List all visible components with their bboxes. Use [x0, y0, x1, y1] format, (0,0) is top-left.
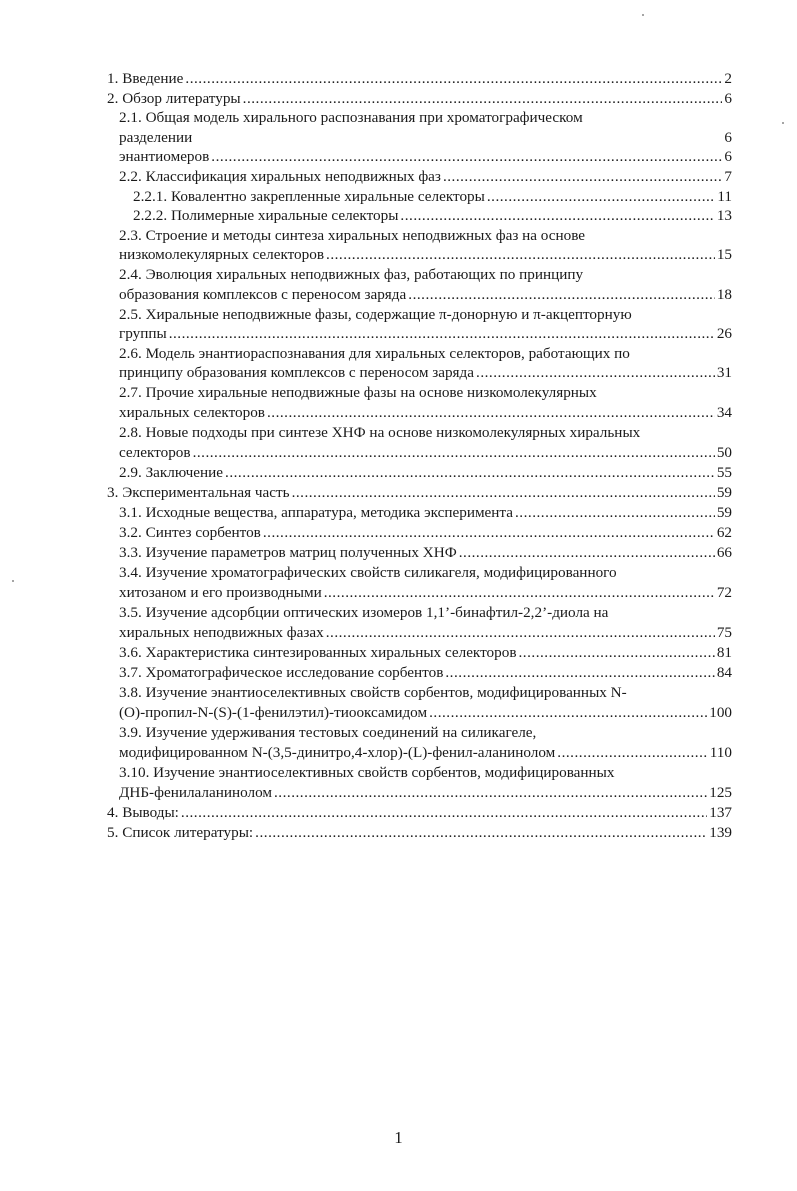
toc-entry-page: 81 [716, 644, 732, 661]
toc-entry [119, 543, 732, 563]
toc-entry-page: 34 [716, 404, 732, 421]
toc-entry-title: 1. Введение [107, 70, 184, 87]
toc-entry [107, 69, 732, 89]
toc-entry-page: 137 [709, 804, 732, 821]
toc-entry-title: 3.9. Изучение удерживания тестовых соединений на силикагеле, [119, 724, 537, 741]
toc-leader-dots [459, 543, 715, 563]
toc-entry [107, 823, 732, 843]
toc-entry-title: селекторов [119, 444, 191, 461]
toc-entry-page: 66 [716, 544, 732, 561]
toc-leader-dots [292, 483, 715, 503]
toc-entry-title: хиральных селекторов [119, 404, 265, 421]
toc-entry-page: 55 [716, 464, 732, 481]
toc-entry [133, 187, 732, 207]
toc-leader-dots [408, 285, 715, 305]
toc-entry-title: низкомолекулярных селекторов [119, 246, 325, 263]
toc-entry-title: образования комплексов с переносом заряда [119, 286, 407, 303]
toc-leader-dots [515, 503, 715, 523]
toc-leader-dots [211, 147, 722, 167]
toc-entry [107, 803, 732, 823]
toc-leader-dots [519, 643, 715, 663]
toc-leader-dots [169, 324, 715, 344]
toc-entry [119, 403, 732, 423]
toc-entry-page: 50 [716, 444, 732, 461]
toc-leader-dots [476, 363, 715, 383]
toc-leader-dots [324, 583, 715, 603]
toc-leader-dots [326, 245, 715, 265]
toc-entry-page: 75 [716, 624, 732, 641]
toc-entry [119, 363, 732, 383]
page-number: 1 [394, 1128, 403, 1147]
toc-entry [107, 483, 732, 503]
toc-entry-title: 2.2.1. Ковалентно закрепленные хиральные селекторы [133, 188, 485, 205]
toc-leader-dots [225, 463, 715, 483]
toc-entry [133, 206, 732, 226]
toc-entry-title: 2.5. Хиральные неподвижные фазы, содержащие π-донорную и π-акцепторную [119, 306, 632, 323]
toc-entry-page: 72 [716, 584, 732, 601]
toc-leader-dots [193, 443, 715, 463]
toc-entry [119, 285, 732, 305]
toc-leader-dots [267, 403, 715, 423]
toc-entry-page: 62 [716, 524, 732, 541]
toc-leader-dots [243, 89, 723, 109]
toc-entry [119, 245, 732, 265]
toc-entry [119, 324, 732, 344]
toc-entry-title: (О)-пропил-N-(S)-(1-фенилэтил)-тиооксамидом [119, 704, 428, 721]
toc-entry-title: 3.1. Исходные вещества, аппаратура, методика эксперимента [119, 504, 513, 521]
toc-entry-title: 4. Выводы: [107, 804, 179, 821]
toc-entry [119, 583, 732, 603]
toc-entry-title: принципу образования комплексов с переносом заряда [119, 364, 475, 381]
toc-entry [119, 703, 732, 723]
toc-leader-dots [445, 663, 714, 683]
toc-leader-dots [255, 823, 707, 843]
toc-entry [119, 128, 732, 148]
toc-entry-title: энантиомеров [119, 148, 210, 165]
toc-entry-page: 7 [724, 168, 732, 185]
toc-entry [119, 167, 732, 187]
scan-speck [642, 14, 644, 16]
toc-entry-title: 3.2. Синтез сорбентов [119, 524, 261, 541]
toc-entry-page: 6 [724, 129, 732, 146]
toc-leader-dots [326, 623, 715, 643]
toc-entry-page: 18 [716, 286, 732, 303]
toc-entry-title: 3. Экспериментальная часть [107, 484, 290, 501]
toc-entry-title: 2.9. Заключение [119, 464, 224, 481]
toc-entry-title: 3.7. Хроматографическое исследование сорбентов [119, 664, 444, 681]
toc-entry-page: 11 [717, 188, 732, 205]
toc-entry-title: разделении [119, 129, 193, 146]
toc-entry-page: 59 [716, 484, 732, 501]
toc-entry-page: 59 [716, 504, 732, 521]
toc-entry-title: 2. Обзор литературы [107, 90, 241, 107]
toc-leader-dots [443, 167, 722, 187]
toc-entry-title: 3.4. Изучение хроматографических свойств силикагеля, модифицированного [119, 564, 617, 581]
toc-entry-title: 3.5. Изучение адсорбции оптических изомеров 1,1’-бинафтил-2,2’-диола на [119, 604, 609, 621]
toc-leader-dots [274, 783, 707, 803]
toc-entry-title: 2.4. Эволюция хиральных неподвижных фаз, работающих по принципу [119, 266, 584, 283]
toc-entry-page: 84 [716, 664, 732, 681]
toc-entry-title: группы [119, 325, 167, 342]
toc-leader-dots [400, 206, 714, 226]
toc-leader-dots [263, 523, 715, 543]
toc-leader-dots [429, 703, 707, 723]
toc-entry-title: 2.8. Новые подходы при синтезе ХНФ на основе низкомолекулярных хиральных [119, 424, 641, 441]
toc-entry [119, 443, 732, 463]
scan-speck [782, 122, 784, 124]
toc-entry [107, 89, 732, 109]
toc-entry [119, 663, 732, 683]
toc-entry-title: 3.8. Изучение энантиоселективных свойств сорбентов, модифицированных N- [119, 684, 627, 701]
scan-speck [12, 580, 14, 582]
toc-entry-page: 13 [716, 207, 732, 224]
toc-entry [119, 147, 732, 167]
toc-entry [119, 643, 732, 663]
toc-entry-page: 2 [724, 70, 732, 87]
toc-entry-title: 2.2.2. Полимерные хиральные селекторы [133, 207, 399, 224]
toc-entry-title: 2.3. Строение и методы синтеза хиральных неподвижных фаз на основе [119, 227, 586, 244]
toc-entry [119, 503, 732, 523]
toc-entry-title: хитозаном и его производными [119, 584, 322, 601]
toc-entry [119, 623, 732, 643]
toc-leader-dots [557, 743, 708, 763]
toc-entry-title: 2.1. Общая модель хирального распознавания при хроматографическом [119, 109, 583, 126]
toc-entry [119, 523, 732, 543]
toc-entry-page: 125 [709, 784, 732, 801]
toc-entry-page: 110 [709, 744, 732, 761]
toc-entry-title: 2.2. Классификация хиральных неподвижных фаз [119, 168, 441, 185]
toc-leader-dots [487, 187, 716, 207]
toc-entry-title: 2.6. Модель энантиораспознавания для хиральных селекторов, работающих по [119, 345, 630, 362]
toc-entry-page: 15 [716, 246, 732, 263]
toc-entry [119, 463, 732, 483]
toc-entry-page: 26 [716, 325, 732, 342]
toc-entry [119, 783, 732, 803]
toc-entry-title: модифицированном N-(3,5-динитро,4-хлор)-(L)-фенил-аланинолом [119, 744, 556, 761]
toc-leader-dots [181, 803, 707, 823]
toc-entry-title: ДНБ-фенилаланинолом [119, 784, 272, 801]
toc-entry-page: 31 [716, 364, 732, 381]
toc-leader-dots [185, 69, 722, 89]
toc-entry [119, 743, 732, 763]
toc-entry-title: 2.7. Прочие хиральные неподвижные фазы на основе низкомолекулярных [119, 384, 597, 401]
toc-entry-page: 6 [724, 148, 732, 165]
toc-entry-title: 3.3. Изучение параметров матриц полученных ХНФ [119, 544, 457, 561]
toc-entry-title: 3.10. Изучение энантиоселективных свойств сорбентов, модифицированных [119, 764, 615, 781]
toc-entry-title: хиральных неподвижных фазах [119, 624, 324, 641]
toc-entry-title: 3.6. Характеристика синтезированных хиральных селекторов [119, 644, 517, 661]
toc-entry-page: 6 [724, 90, 732, 107]
toc-entry-title: 5. Список литературы: [107, 824, 254, 841]
toc-entry-page: 100 [709, 704, 732, 721]
toc-entry-page: 139 [709, 824, 732, 841]
